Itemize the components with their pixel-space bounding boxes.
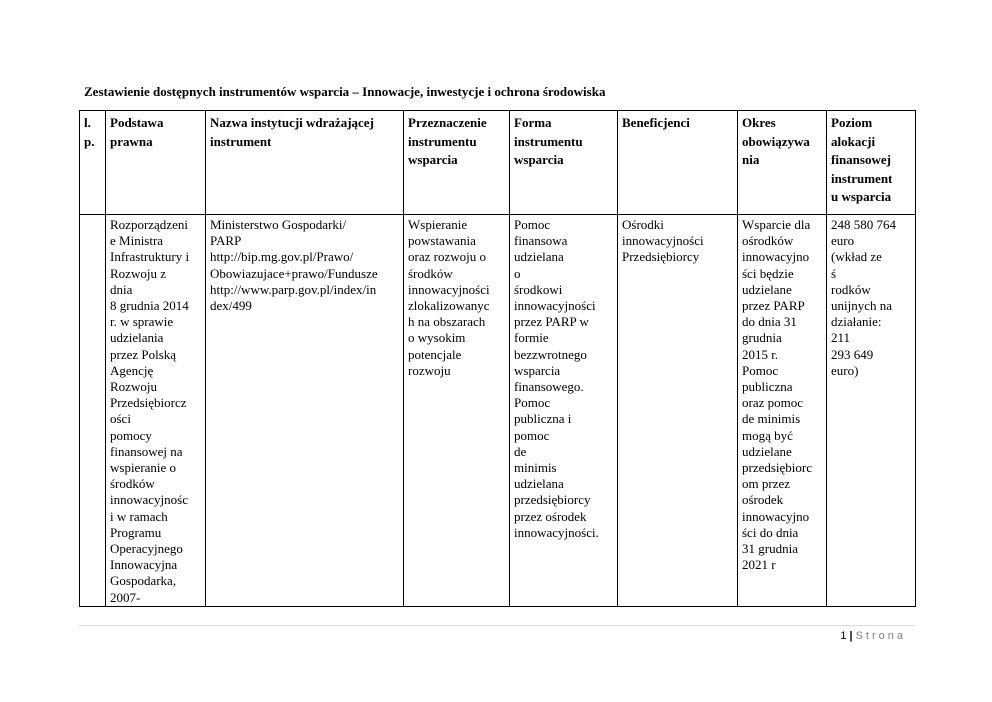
header-przeznaczenie: Przeznaczenie instrumentu wsparcia [404,111,510,215]
header-podstawa-prawna: Podstawa prawna [106,111,206,215]
cell-forma: Pomoc finansowa udzielana o środkowi innowacyjności przez PARP w formie bezzwrotnego wsparcia finansowego. Pomoc publiczna i pomoc de minimis udzielana przedsiębiorcy przez ośrodek innowacyjności. [510,215,618,607]
page-label: Strona [855,630,906,642]
document-title: Zestawienie dostępnych instrumentów wsparcia – Innowacje, inwestycje i ochrona środowiska [84,84,606,99]
header-forma: Forma instrumentu wsparcia [510,111,618,215]
header-lp: l. p. [80,111,106,215]
cell-okres: Wsparcie dla ośrodków innowacyjno ści będzie udzielane przez PARP do dnia 31 grudnia 2015 r. Pomoc publiczna oraz pomoc de minimis mogą być udzielane przedsiębiorc om przez ośrodek innowacyjno ści do dnia 31 grudnia 2021 r [738,215,827,607]
cell-przeznaczenie: Wspieranie powstawania oraz rozwoju o środków innowacyjności zlokalizowanyc h na obszarach o wysokim potencjale rozwoju [404,215,510,607]
support-instruments-table [79,110,916,607]
cell-instytucja: Ministerstwo Gospodarki/ PARP http://bip.mg.gov.pl/Prawo/ Obowiazujace+prawo/Fundusze http://www.parp.gov.pl/index/in dex/499 [206,215,404,607]
cell-podstawa-prawna: Rozporządzeni e Ministra Infrastruktury i Rozwoju z dnia 8 grudnia 2014 r. w sprawie udzielania przez Polską Agencję Rozwoju Przedsiębiorcz ości pomocy finansowej na wspieranie o środków innowacyjnośc i w ramach Programu Operacyjnego Innowacyjna Gospodarka, 2007- [106,215,206,607]
header-instytucja: Nazwa instytucji wdrażającej instrument [206,111,404,215]
cell-beneficjenci: Ośrodki innowacyjności Przedsiębiorcy [618,215,738,607]
table-header-row [80,111,916,215]
header-okres: Okres obowiązywa nia [738,111,827,215]
footer-divider [79,625,915,626]
page-separator: | [849,630,853,642]
header-alokacja: Poziom alokacji finansowej instrument u wsparcia [827,111,916,215]
page-number: 1 [840,630,847,642]
cell-alokacja: 248 580 764 euro (wkład ze ś rodków unijnych na działanie: 211 293 649 euro) [827,215,916,607]
page-footer [840,630,906,642]
cell-lp [80,215,106,607]
header-beneficjenci: Beneficjenci [618,111,738,215]
table-row [80,215,916,607]
